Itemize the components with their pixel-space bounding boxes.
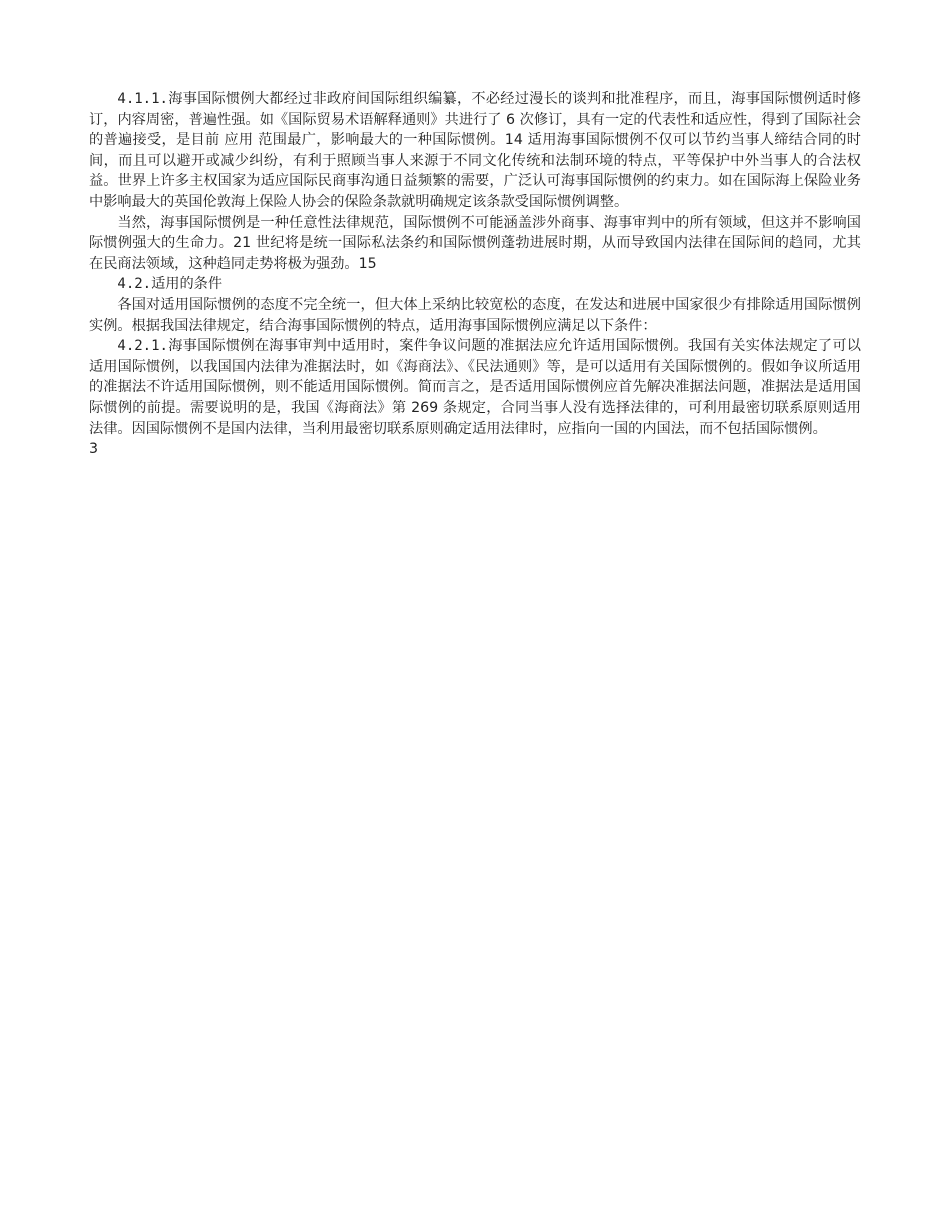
paragraph-text: 各国对适用国际惯例的态度不完全统一，但大体上采纳比较宽松的态度，在发达和进展中国家很少有排除适用国际惯例实例。根据我国法律规定，结合海事国际惯例的特点，适用海事国际惯例应满足以下条件： (89, 296, 861, 334)
section-heading-text: 适用的条件 (151, 276, 223, 293)
paragraph-4-2-1 (89, 336, 861, 439)
paragraph-text: 海事国际惯例大都经过非政府间国际组织编纂，不必经过漫长的谈判和批准程序，而且，海事国际惯例适时修订，内容周密，普遍性强。如《国际贸易术语解释通则》共进行了 6 次修订，具有一定的代表性和适应性，得到了国际社会的普遍接受，是目前 应用 范围最广，影响最大的一种国际惯例。14 适用海事国际惯例不仅可以节约当事人缔结合同的时间，而且可以避开或减少纠纷，有利于照顾当事人来源于不同文化传统和法制环境的特点，平等保护中外当事人的合法权益。世界上许多主权国家为适应国际民商事沟通日益频繁的需要，广泛认可海事国际惯例的约束力。如在国际海上保险业务中影响最大的英国伦敦海上保险人协会的保险条款就明确规定该条款受国际惯例调整。 (89, 91, 861, 210)
document-page (89, 89, 861, 460)
section-number: 4.1.1. (117, 91, 168, 107)
section-heading-4-2 (89, 274, 861, 295)
paragraph-4-1-1 (89, 89, 861, 213)
section-number: 4.2.1. (117, 338, 168, 355)
page-number: 3 (89, 441, 99, 458)
paragraph-text: 海事国际惯例在海事审判中适用时，案件争议问题的准据法应允许适用国际惯例。我国有关实体法规定了可以适用国际惯例，以我国国内法律为准据法时，如《海商法》、《民法通则》等，是可以适用有关国际惯例的。假如争议所适用的准据法不许适用国际惯例，则不能适用国际惯例。简而言之，是否适用国际惯例应首先解决准据法问题，准据法是适用国际惯例的前提。需要说明的是，我国《海商法》第 269 条规定，合同当事人没有选择法律的，可利用最密切联系原则适用法律。因国际惯例不是国内法律，当利用最密切联系原则确定适用法律时，应指向一国的内国法，而不包括国际惯例。 (89, 338, 861, 437)
section-number: 4.2. (117, 276, 152, 293)
paragraph-intro-conditions (89, 295, 861, 336)
paragraph-text: 当然，海事国际惯例是一种任意性法律规范，国际惯例不可能涵盖涉外商事、海事审判中的所有领域，但这并不影响国际惯例强大的生命力。21 世纪将是统一国际私法条约和国际惯例蓬勃进展时期，从而导致国内法律在国际间的趋同，尤其在民商法领域，这种趋同走势将极为强劲。15 (89, 214, 861, 272)
paragraph-continuation (89, 213, 861, 275)
